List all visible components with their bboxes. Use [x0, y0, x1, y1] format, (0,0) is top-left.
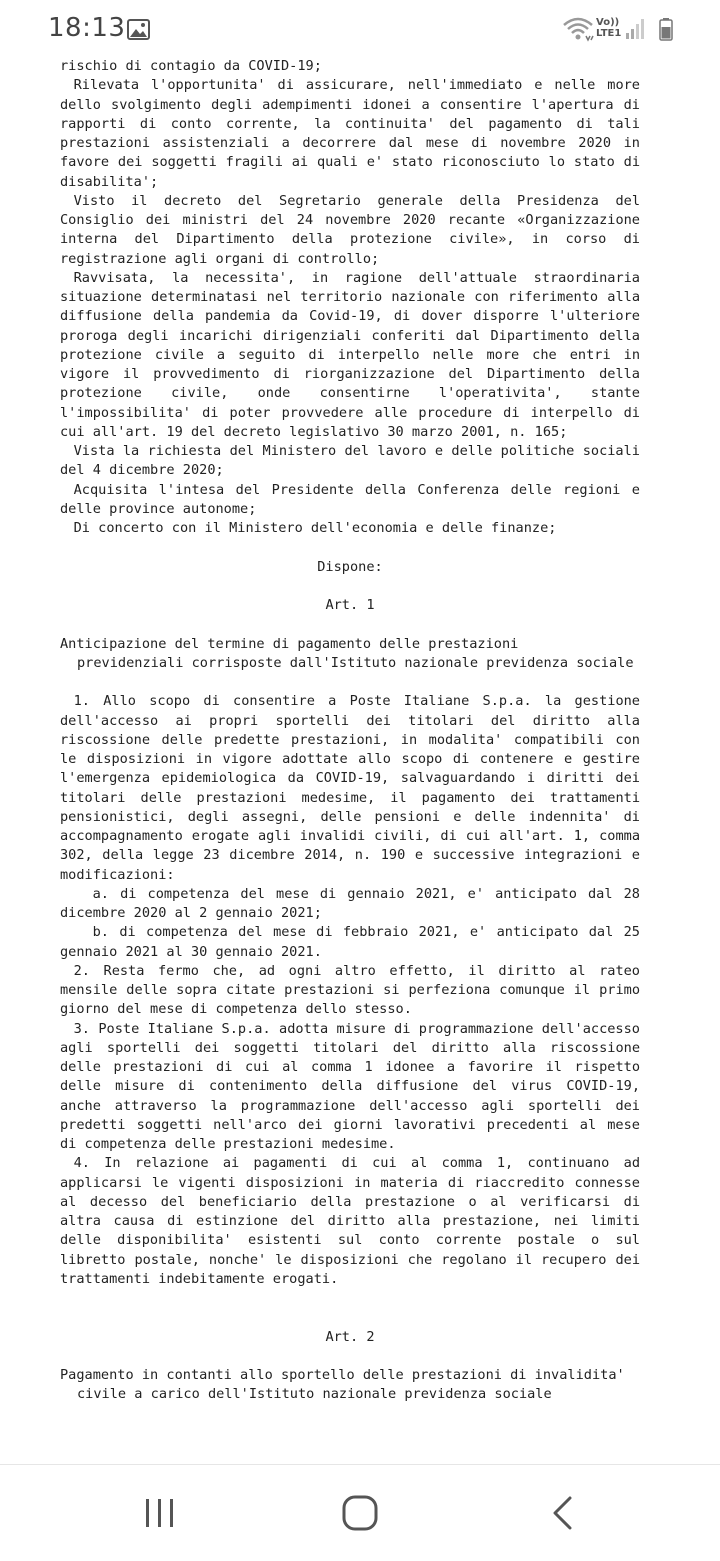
article-1-paragraph: 3. Poste Italiane S.p.a. adotta misure di programmazione dell'accesso agli sportelli dei soggetti titolari del diritto alla riscossione delle prestazioni di cui al comma 1 idonee a favorire il rispetto delle misure di contenimento della diffusione del virus COVID-19, anche attraverso la programmazione dell'accesso agli sportelli dei predetti soggetti nell'arco dei giorni lavorativi precedenti al mese di competenza delle prestazioni medesime. [60, 1020, 640, 1152]
article-2-title [60, 1366, 640, 1405]
intro-paragraph: Di concerto con il Ministero dell'economia e delle finanze; [73, 520, 557, 536]
article-1-subitem: a. di competenza del mese di gennaio 2021, e' anticipato dal 28 dicembre 2020 al 2 gennaio 2021; [60, 885, 640, 921]
article-1-title-continuation: previdenziali corrisposte dall'Istituto nazionale previdenza sociale [77, 654, 634, 671]
dispone-heading: Dispone: [317, 558, 383, 575]
article-1-subitem: b. di competenza del mese di febbraio 2021, e' anticipato dal 25 gennaio 2021 al 30 gennaio 2021. [60, 924, 640, 960]
home-button[interactable] [342, 1495, 378, 1531]
article-1-paragraph: 1. Allo scopo di consentire a Poste Italiane S.p.a. la gestione dell'accesso ai propri sportelli dei titolari del diritto alla riscossione delle predette prestazioni, in modalita' compatibili con le disposizioni in vigore adottate allo scopo di contenere e gestire l'emergenza epidemiologica da COVID-19, salvaguardando i diritti dei titolari delle prestazioni medesime, il pagamento dei trattamenti pensionistici, degli assegni, delle pensioni e delle indennita' di accompagnamento erogate agli invalidi civili, di cui all'art. 1, comma 302, della legge 23 dicembre 2014, n. 190 e successive integrazioni e modificazioni: [60, 693, 640, 883]
navigation-bar [0, 1464, 720, 1561]
article-2-title-continuation: civile a carico dell'Istituto nazionale previdenza sociale [77, 1386, 552, 1403]
intro-paragraph: Rilevata l'opportunita' di assicurare, nell'immediato e nelle more dello svolgimento degli adempimenti idonei a consentire l'apertura di rapporti di conto corrente, la continuita' del pagamento di tali prestazioni assistenziali a decorrere dal mese di novembre 2020 in favore dei soggetti fragili ai quali e' stato riconosciuto lo stato di disabilita'; [60, 77, 640, 190]
article-1-label: Art. 1 [325, 597, 375, 613]
article-1-title [60, 635, 640, 674]
volte-badge-top: Vo)) [596, 17, 620, 28]
battery-icon [659, 18, 673, 41]
article-2-title-line: Pagamento in contanti allo sportello delle prestazioni di invalidita' [60, 1367, 625, 1383]
volte-badge-bottom: LTE1 [596, 28, 622, 39]
article-1-body [60, 692, 640, 1289]
gallery-icon [127, 19, 150, 40]
article-1-paragraph: 2. Resta fermo che, ad ogni altro effetto, il diritto al rateo mensile delle sopra citate prestazioni si perfeziona comunque il primo giorno del mese di competenza dello stesso. [60, 962, 640, 1018]
intro-paragraph: rischio di contagio da COVID-19; [60, 58, 322, 74]
article-1-paragraph: 4. In relazione ai pagamenti di cui al comma 1, continuano ad applicarsi le vigenti disposizioni in materia di riaccredito connesse al decesso del beneficiario della prestazione o al verificarsi di altra causa di estinzione del diritto alla prestazione, nei limiti delle disponibilita' esistenti sul conto corrente postale o sul libretto postale, nonche' le disposizioni che regolano il recupero dei trattamenti indebitamente erogati. [60, 1155, 640, 1287]
status-bar [0, 0, 720, 58]
intro-paragraph: Visto il decreto del Segretario generale della Presidenza del Consiglio dei ministri del 24 novembre 2020 recante «Organizzazione interna del Dipartimento della protezione civile», in corso di registrazione agli organi di controllo; [60, 192, 640, 267]
document-body [60, 57, 640, 1405]
volte-badge [596, 17, 621, 39]
article-2-label: Art. 2 [325, 1328, 375, 1345]
back-button[interactable] [550, 1495, 574, 1531]
intro-paragraph: Ravvisata, la necessita', in ragione dell'attuale straordinaria situazione determinatasi nel territorio nazionale con riferimento alla diffusione della pandemia da Covid-19, di dover disporre l'ulteriore proroga degli incarichi dirigenziali conferiti dal Dipartimento della protezione civile a seguito di interpello nelle more che entri in vigore il provvedimento di riorganizzazione del Dipartimento della protezione civile, onde consentirne l'operativita', stante l'impossibilita' di poter provvedere alle procedure di interpello di cui all'art. 19 del decreto legislativo 30 marzo 2001, n. 165; [60, 269, 640, 440]
intro-paragraph: Vista la richiesta del Ministero del lavoro e delle politiche sociali del 4 dicembre 2020; [60, 443, 640, 479]
signal-icon [625, 18, 647, 40]
wifi-icon [562, 16, 594, 42]
status-time: 18:13 [48, 13, 126, 43]
recents-button[interactable] [144, 1497, 176, 1529]
intro-section [60, 57, 640, 538]
intro-paragraph: Acquisita l'intesa del Presidente della Conferenza delle regioni e delle province autonome; [60, 481, 640, 517]
article-1-title-line: Anticipazione del termine di pagamento delle prestazioni [60, 635, 519, 652]
